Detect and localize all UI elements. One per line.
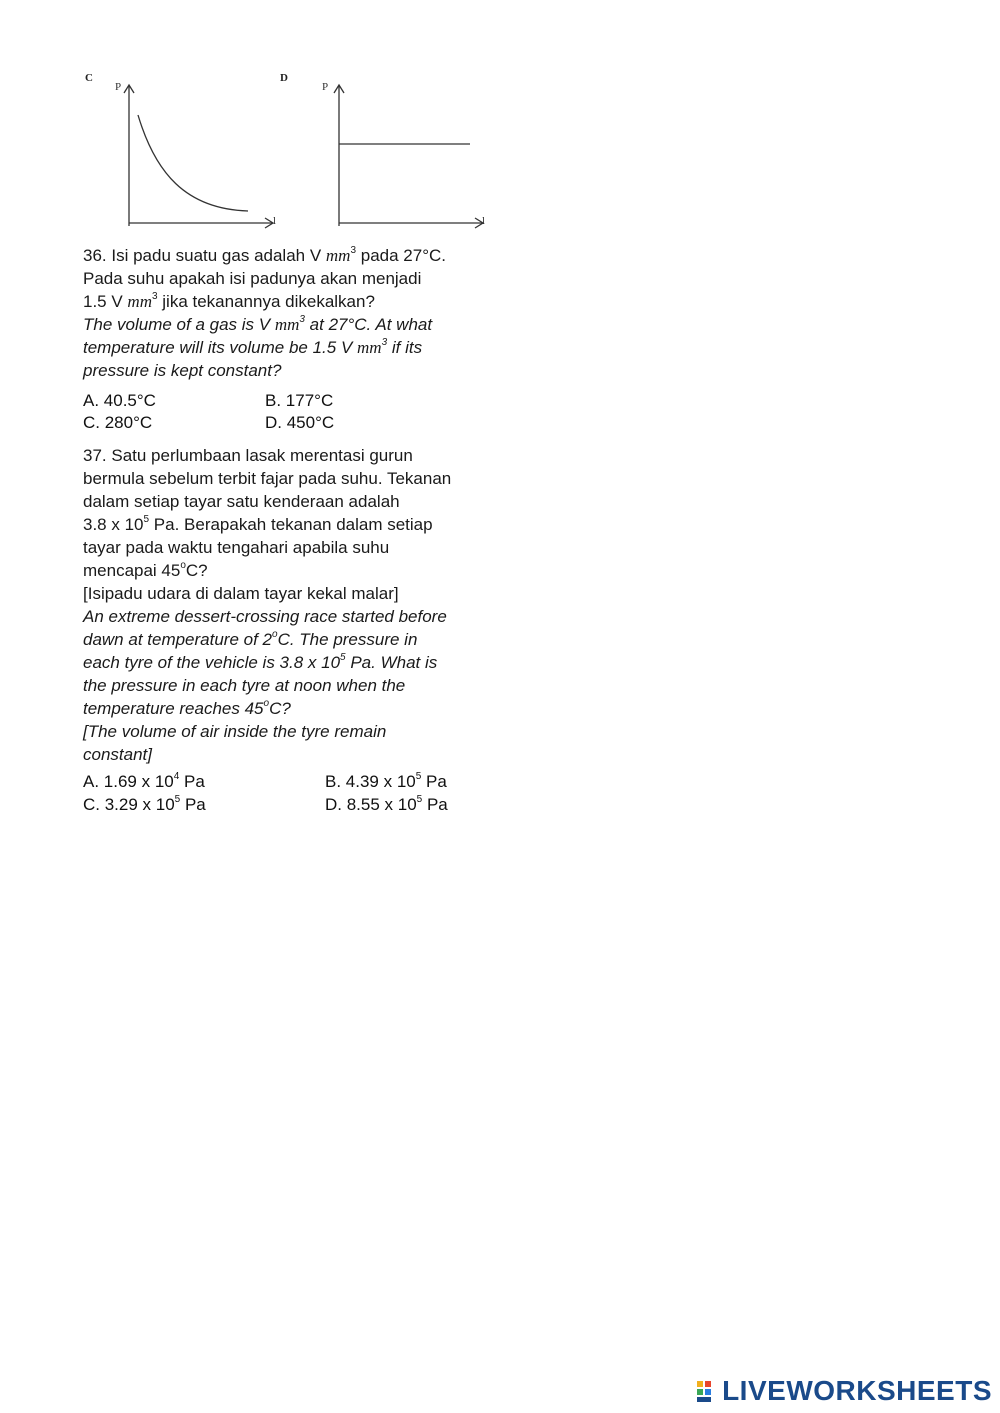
graph-d-y-label: P [322, 81, 329, 93]
brand-text: LIVEWORKSHEETS [722, 1375, 992, 1406]
q37-option-a[interactable]: A. 1.69 x $10^4$ Pa [83, 771, 205, 791]
q36-english-line-1: The volume of a gas is V $mm^3$ at 27°C. At what [83, 314, 433, 334]
q37-english-line-3: each tyre of the vehicle is 3.8 x $10^5$ Pa. What is [83, 652, 438, 672]
q37-english-line-6: [The volume of air inside the tyre remain [83, 722, 387, 741]
q36-option-b[interactable]: B. 177°C [265, 391, 334, 410]
graph-c-x-label: l [273, 215, 277, 227]
graph-c-letter: C [85, 72, 93, 84]
q37-malay-line-4: 3.8 x $10^5$ Pa. Berapakah tekanan dalam setiap [83, 514, 433, 534]
q37-malay-line-7: [Isipadu udara di dalam tayar kekal malar] [83, 584, 399, 603]
q36-option-a[interactable]: A. 40.5°C [83, 391, 156, 410]
liveworksheets-brand[interactable] [696, 1377, 992, 1405]
q37-option-b[interactable]: B. 4.39 x $10^5$ Pa [325, 771, 447, 791]
liveworksheets-logo-icon [696, 1379, 720, 1403]
graph-d-x-label: l [482, 215, 486, 227]
q36-english-line-3: pressure is kept constant? [83, 361, 282, 380]
graph-d-letter: D [280, 72, 288, 84]
q37-english-line-1: An extreme dessert-crossing race started before [83, 607, 447, 626]
q37-english-line-7: constant] [83, 745, 152, 764]
question-36 [83, 244, 446, 382]
graph-c-curve [138, 115, 248, 211]
q36-malay-line-3: 1.5 V $mm^3$ jika tekanannya dikekalkan? [83, 291, 375, 311]
q37-malay-line-6: mencapai 45$^o$C? [83, 560, 208, 580]
q37-english-line-4: the pressure in each tyre at noon when the [83, 676, 406, 695]
q37-option-c[interactable]: C. 3.29 x $10^5$ Pa [83, 794, 206, 814]
graph-c-plot [115, 82, 280, 232]
q37-english-line-5: temperature reaches 45$^o$C? [83, 698, 291, 718]
q36-option-d[interactable]: D. 450°C [265, 413, 335, 432]
q37-malay-line-3: dalam setiap tayar satu kenderaan adalah [83, 492, 400, 511]
q37-option-d[interactable]: D. 8.55 x $10^5$ Pa [325, 794, 448, 814]
q36-malay-line-1: 36. Isi padu suatu gas adalah V $mm^3$ pada 27°C. [83, 245, 447, 265]
q37-malay-line-1: 37. Satu perlumbaan lasak merentasi gurun [83, 446, 413, 465]
graph-d-plot [325, 82, 490, 232]
q36-option-c[interactable]: C. 280°C [83, 413, 153, 432]
q37-english-line-2: dawn at temperature of 2$^o$C. The pressure in [83, 629, 418, 649]
q37-malay-line-2: bermula sebelum terbit fajar pada suhu. Tekanan [83, 469, 452, 488]
q36-malay-line-2: Pada suhu apakah isi padunya akan menjadi [83, 269, 422, 288]
q37-malay-line-5: tayar pada waktu tengahari apabila suhu [83, 538, 390, 557]
q36-english-line-2: temperature will its volume be 1.5 V $mm^3$ if its [83, 337, 423, 357]
question-37 [83, 444, 451, 766]
graph-c-y-label: P [115, 81, 122, 93]
